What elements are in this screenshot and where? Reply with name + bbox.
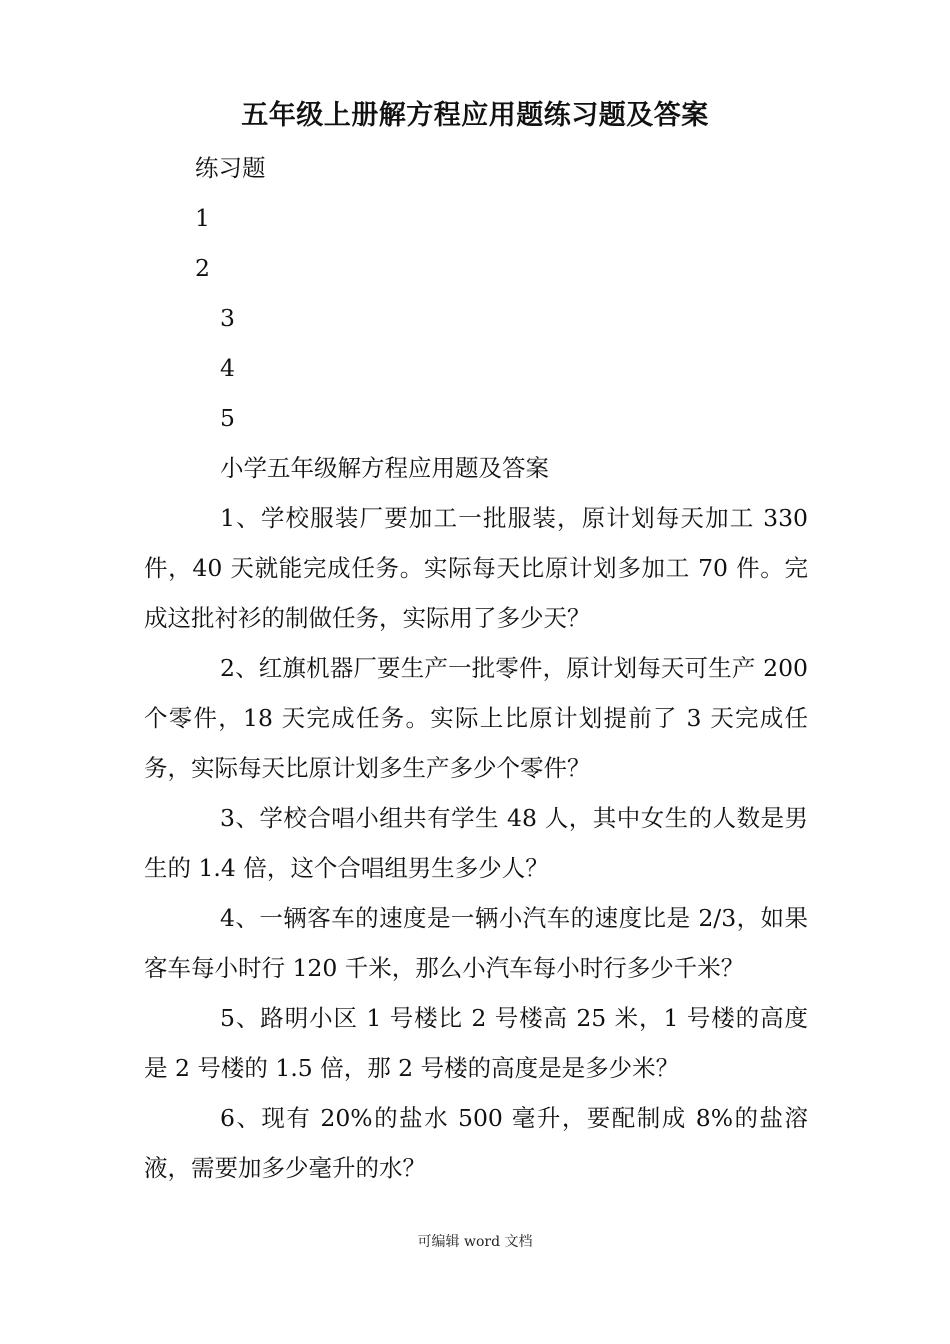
problem-2: 2、红旗机器厂要生产一批零件，原计划每天可生产 200 个零件，18 天完成任务。实际上比原计划提前了 3 天完成任务，实际每天比原计划多生产多少个零件？ [144,654,808,782]
problem-1: 1、学校服装厂要加工一批服装，原计划每天加工 330 件，40 天就能完成任务。实际每天比原计划多加工 70 件。完成这批衬衫的制做任务，实际用了多少天？ [144,504,808,632]
numbered-line-2: 2 [195,254,210,282]
problem-4: 4、一辆客车的速度是一辆小汽车的速度比是 2/3，如果客车每小时行 120 千米，那么小汽车每小时行多少千米？ [144,904,808,982]
problem-5: 5、路明小区 1 号楼比 2 号楼高 25 米，1 号楼的高度是 2 号楼的 1.5 倍，那 2 号楼的高度是是多少米？ [144,1004,808,1082]
numbered-line-4: 4 [220,354,235,382]
numbered-line-3: 3 [220,304,235,332]
numbered-line-5: 5 [220,404,235,432]
problem-6: 6、现有 20%的盐水 500 毫升，要配制成 8%的盐溶液，需要加多少毫升的水？ [144,1104,808,1182]
document-title: 五年级上册解方程应用题练习题及答案 [241,100,709,131]
page-footer: 可编辑 word 文档 [417,1234,533,1250]
numbered-line-1: 1 [195,204,210,232]
subheading: 小学五年级解方程应用题及答案 [220,454,549,482]
problem-3: 3、学校合唱小组共有学生 48 人，其中女生的人数是男生的 1.4 倍，这个合唱组男生多少人？ [144,804,808,882]
section-label: 练习题 [195,154,266,182]
